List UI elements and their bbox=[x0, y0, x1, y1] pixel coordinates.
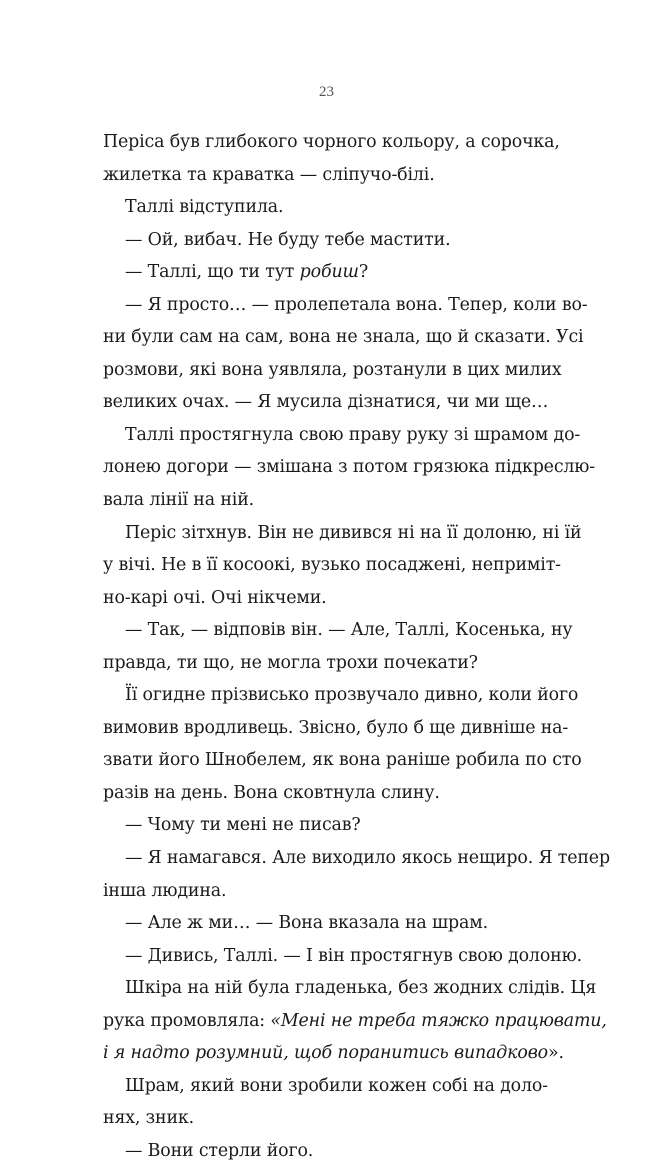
italic-text: робиш bbox=[299, 262, 359, 283]
text-run: правда, ти що, не могла трохи почекати? bbox=[103, 652, 478, 673]
text-run: — Але ж ми… — Вона вказала на шрам. bbox=[125, 913, 488, 934]
text-line bbox=[103, 809, 543, 842]
text-run: — Я просто… — пролепетала вона. Тепер, коли во- bbox=[125, 294, 588, 315]
text-run: лонею догори — змішана з потом грязюка підкреслю- bbox=[103, 457, 596, 478]
text-line bbox=[103, 940, 582, 973]
text-run: ». bbox=[548, 1043, 564, 1064]
text-run: Періс зітхнув. Він не дивився ні на її долоню, ні їй bbox=[125, 522, 582, 543]
text-run: Таллі простягнула свою праву руку зі шрамом до- bbox=[125, 424, 581, 445]
text-line bbox=[103, 191, 543, 224]
text-line bbox=[103, 224, 543, 257]
text-run: Її огидне прізвисько прозвучало дивно, коли його bbox=[125, 685, 579, 706]
text-run: — Вони стерли його. bbox=[125, 1140, 314, 1161]
text-run: — Я намагався. Але виходило якось нещиро. Я тепер bbox=[125, 848, 610, 869]
text-run: рука промовляла: bbox=[103, 1010, 271, 1031]
text-line bbox=[103, 484, 543, 517]
text-line bbox=[103, 451, 596, 484]
text-run: нях, зник. bbox=[103, 1108, 194, 1129]
italic-text: і я надто розумний, щоб поранитись випадково bbox=[103, 1043, 549, 1064]
text-line bbox=[103, 614, 573, 647]
text-run: розмови, які вона уявляла, розтанули в цих милих bbox=[103, 359, 562, 380]
italic-text: «Мені не треба тяжко працювати, bbox=[270, 1010, 607, 1031]
text-line bbox=[103, 289, 588, 322]
text-run: Таллі відступила. bbox=[125, 197, 284, 218]
text-line bbox=[103, 712, 569, 745]
text-line bbox=[103, 1005, 607, 1038]
text-run: звати його Шнобелем, як вона раніше робила по сто bbox=[103, 750, 582, 771]
text-line bbox=[103, 549, 561, 582]
text-run: жилетка та краватка — сліпучо-білі. bbox=[103, 164, 435, 185]
text-line bbox=[103, 517, 582, 550]
text-line bbox=[103, 744, 582, 777]
text-line bbox=[103, 582, 543, 615]
text-line bbox=[103, 647, 543, 680]
text-line bbox=[103, 1037, 564, 1070]
text-run: но-карі очі. Очі нікчеми. bbox=[103, 587, 327, 608]
text-line bbox=[103, 1070, 548, 1103]
text-run: Шрам, який вони зробили кожен собі на доло- bbox=[125, 1075, 548, 1096]
text-run: великих очах. — Я мусила дізнатися, чи ми ще… bbox=[103, 392, 549, 413]
text-line bbox=[103, 907, 543, 940]
text-line bbox=[103, 875, 543, 908]
page-number: 23 bbox=[319, 84, 334, 100]
text-run: ни були сам на сам, вона не знала, що й сказати. Усі bbox=[103, 327, 584, 348]
text-run: — Таллі, що ти тут bbox=[125, 262, 300, 283]
text-line bbox=[103, 354, 562, 387]
text-line bbox=[103, 386, 549, 419]
text-line bbox=[103, 1135, 543, 1168]
text-run: вала лінії на ній. bbox=[103, 490, 255, 511]
text-line bbox=[103, 842, 610, 875]
text-line bbox=[103, 321, 584, 354]
text-line bbox=[103, 419, 581, 452]
text-run: — Ой, вибач. Не буду тебе мастити. bbox=[125, 229, 451, 250]
text-run: Періса був глибокого чорного кольору, а сорочка, bbox=[103, 132, 560, 152]
text-line bbox=[103, 679, 579, 712]
text-line bbox=[103, 972, 597, 1005]
text-line bbox=[103, 777, 543, 810]
text-line bbox=[103, 159, 543, 192]
body-text bbox=[103, 126, 610, 1168]
text-run: — Так, — відповів він. — Але, Таллі, Косенька, ну bbox=[125, 620, 573, 641]
text-run: Шкіра на ній була гладенька, без жодних слідів. Ця bbox=[125, 978, 597, 999]
text-run: — Чому ти мені не писав? bbox=[125, 815, 361, 836]
text-run: у вічі. Не в її косоокі, вузько посаджені, неприміт- bbox=[103, 555, 561, 576]
text-run: разів на день. Вона сковтнула слину. bbox=[103, 782, 440, 803]
text-line bbox=[103, 126, 560, 159]
text-line bbox=[103, 256, 543, 289]
text-run: ? bbox=[358, 262, 369, 283]
text-run: вимовив вродливець. Звісно, було б ще дивніше на- bbox=[103, 717, 569, 738]
text-run: інша людина. bbox=[103, 880, 227, 901]
text-line bbox=[103, 1102, 543, 1135]
text-run: — Дивись, Таллі. — І він простягнув свою долоню. bbox=[125, 945, 582, 966]
